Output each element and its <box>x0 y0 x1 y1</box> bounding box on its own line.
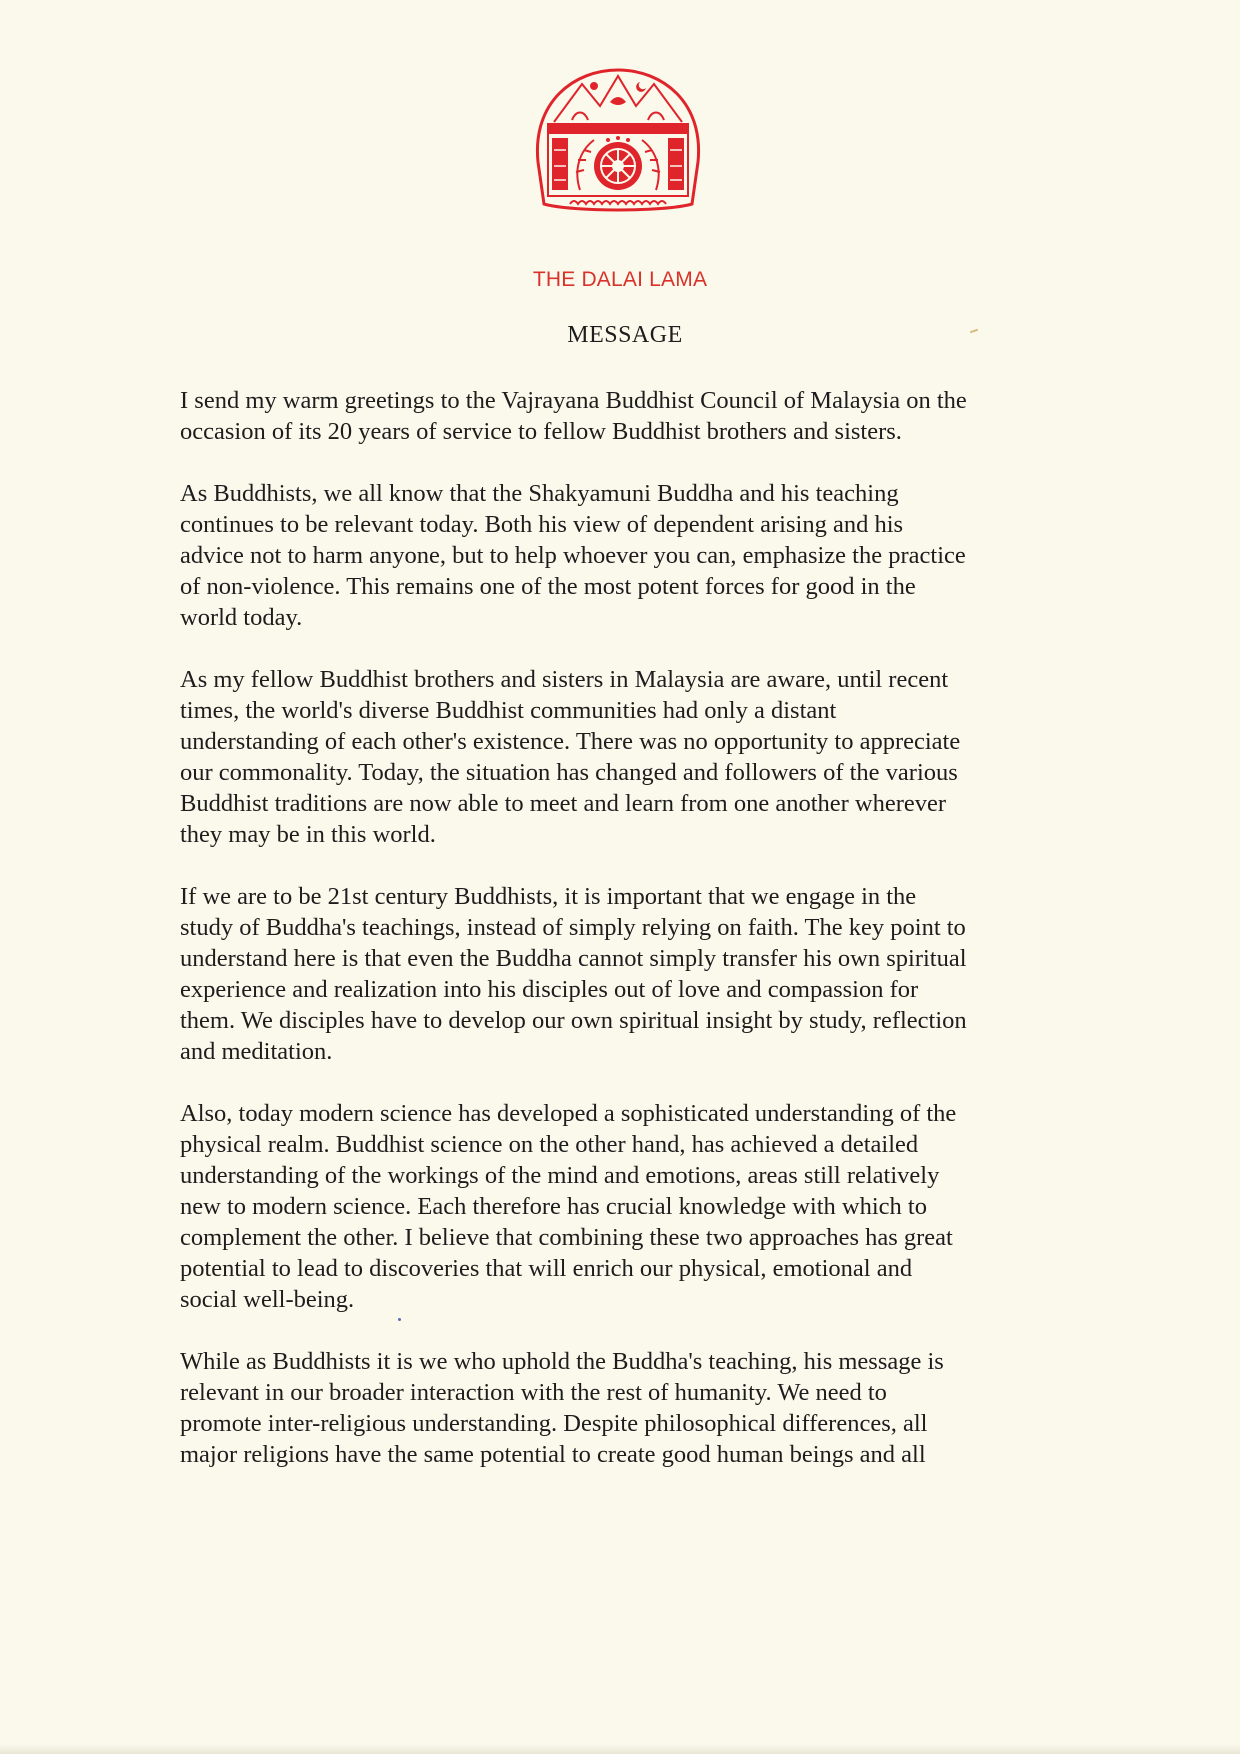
text-line: As my fellow Buddhist brothers and sisters in Malaysia are aware, until recent <box>180 666 949 693</box>
text-line: and meditation. <box>180 1038 333 1065</box>
paragraph <box>180 478 1080 633</box>
text-line: As Buddhists, we all know that the Shakyamuni Buddha and his teaching <box>180 480 899 507</box>
page-title: MESSAGE <box>567 322 683 348</box>
text-line: If we are to be 21st century Buddhists, it is important that we engage in the <box>180 883 917 910</box>
paragraph <box>180 1098 1080 1315</box>
text-line: understand here is that even the Buddha cannot simply transfer his own spiritual <box>180 945 967 972</box>
message-body <box>180 385 1080 1501</box>
text-line: promote inter-religious understanding. Despite philosophical differences, all <box>180 1410 928 1437</box>
paragraph <box>180 1346 1080 1470</box>
text-line: advice not to harm anyone, but to help whoever you can, emphasize the practice <box>180 542 966 569</box>
text-line: social well-being. <box>180 1286 355 1313</box>
text-line: times, the world's diverse Buddhist communities had only a distant <box>180 697 837 724</box>
text-line: Buddhist traditions are now able to meet and learn from one another wherever <box>180 790 947 817</box>
text-line: occasion of its 20 years of service to fellow Buddhist brothers and sisters. <box>180 418 902 445</box>
dalai-lama-seal-icon <box>524 62 712 232</box>
text-line: they may be in this world. <box>180 821 436 848</box>
text-line: relevant in our broader interaction with the rest of humanity. We need to <box>180 1379 887 1406</box>
text-line: experience and realization into his disciples out of love and compassion for <box>180 976 919 1003</box>
text-line: them. We disciples have to develop our own spiritual insight by study, reflection <box>180 1007 967 1034</box>
org-name: THE DALAI LAMA <box>532 268 708 291</box>
text-line: study of Buddha's teachings, instead of simply relying on faith. The key point to <box>180 914 966 941</box>
text-line: potential to lead to discoveries that will enrich our physical, emotional and <box>180 1255 913 1282</box>
paragraph <box>180 385 1080 447</box>
text-line: understanding of the workings of the mind and emotions, areas still relatively <box>180 1162 940 1189</box>
page-edge-shadow <box>0 1744 1240 1754</box>
text-line: continues to be relevant today. Both his view of dependent arising and his <box>180 511 904 538</box>
text-line: complement the other. I believe that combining these two approaches has great <box>180 1224 953 1251</box>
text-line: While as Buddhists it is we who uphold the Buddha's teaching, his message is <box>180 1348 944 1375</box>
text-line: I send my warm greetings to the Vajrayana Buddhist Council of Malaysia on the <box>180 387 967 414</box>
text-line: new to modern science. Each therefore has crucial knowledge with which to <box>180 1193 927 1220</box>
text-line: major religions have the same potential to create good human beings and all <box>180 1441 926 1468</box>
paragraph <box>180 881 1080 1067</box>
text-line: Also, today modern science has developed a sophisticated understanding of the <box>180 1100 957 1127</box>
text-line: world today. <box>180 604 303 631</box>
text-line: understanding of each other's existence. There was no opportunity to appreciate <box>180 728 961 755</box>
text-line: of non-violence. This remains one of the most potent forces for good in the <box>180 573 916 600</box>
text-line: our commonality. Today, the situation has changed and followers of the various <box>180 759 958 786</box>
text-line: physical realm. Buddhist science on the other hand, has achieved a detailed <box>180 1131 919 1158</box>
paragraph <box>180 664 1080 850</box>
